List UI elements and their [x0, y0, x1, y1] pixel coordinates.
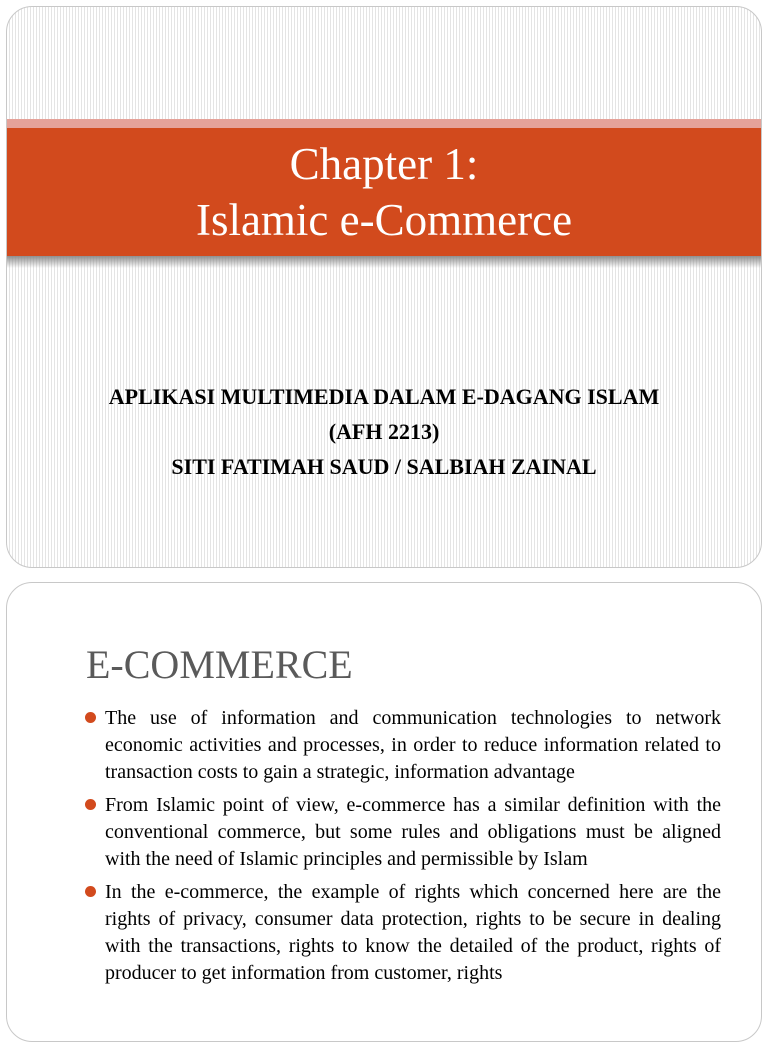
bullet-dot-icon: [85, 712, 96, 723]
title-band-highlight: [7, 119, 761, 128]
bullet-text: The use of information and communication technologies to network economic activities and processes, in order to reduce information related to transaction costs to gain a strategic, information advantage: [105, 707, 721, 783]
bullet-text: From Islamic point of view, e-commerce has a similar definition with the conventional commerce, but some rules and obligations must be aligned with the need of Islamic principles and permissible by Islam: [105, 794, 721, 870]
title-band: [7, 128, 761, 256]
lecturer-names: SITI FATIMAH SAUD / SALBIAH ZAINAL: [171, 454, 597, 479]
title-band-shadow: [7, 256, 761, 268]
bullet-text: In the e-commerce, the example of rights which concerned here are the rights of privacy, consumer data protection, rights to be secure in dealing with the transactions, rights to know the detailed of the product, rights of producer to get information from customer, rights: [105, 881, 721, 984]
slide-title-line-1: Chapter 1:: [289, 139, 479, 189]
course-info: [7, 379, 761, 484]
content-slide: [6, 582, 762, 1042]
slide-heading: E-COMMERCE: [86, 642, 353, 687]
course-code: (AFH 2213): [328, 419, 440, 444]
bullet-list: [85, 705, 721, 993]
course-name: APLIKASI MULTIMEDIA DALAM E-DAGANG ISLAM: [108, 384, 660, 409]
bullet-item: [85, 705, 721, 786]
bullet-item: [85, 879, 721, 987]
title-slide: [6, 6, 762, 568]
slide-title-line-2: Islamic e-Commerce: [195, 195, 573, 245]
bullet-dot-icon: [85, 886, 96, 897]
bullet-item: [85, 792, 721, 873]
bullet-dot-icon: [85, 799, 96, 810]
